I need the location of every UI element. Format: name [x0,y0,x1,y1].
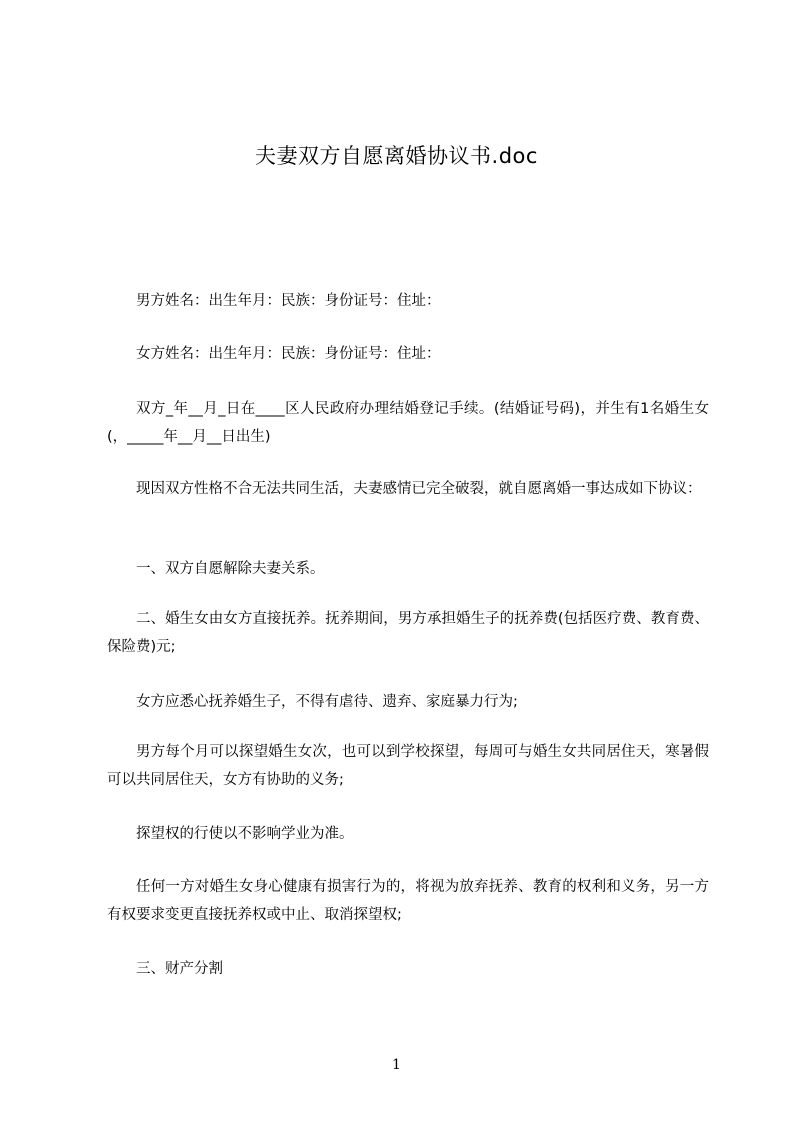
paragraph-male-info: 男方姓名：出生年月：民族：身份证号：住址： [136,293,441,309]
paragraph-visitation-limit: 探望权的行使以不影响学业为准。 [136,826,354,842]
document-title: 夫妻双方自愿离婚协议书.doc [255,144,538,168]
paragraph-property-division: 三、财产分割 [136,961,223,977]
paragraph-marriage-registration: 双方_年__月_日在____区人民政府办理结婚登记手续。(结婚证号码)，并生有1名婚生女(，_____年__月__日出生) [107,401,709,445]
paragraph-clause-one: 一、双方自愿解除夫妻关系。 [136,561,325,577]
paragraph-female-info: 女方姓名：出生年月：民族：身份证号：住址： [136,346,441,362]
paragraph-clause-two: 二、婚生女由女方直接抚养。抚养期间，男方承担婚生子的抚养费(包括医疗费、教育费、保险费)元; [107,611,709,655]
paragraph-visitation: 男方每个月可以探望婚生女次，也可以到学校探望，每周可与婚生女共同居住天，寒暑假可以共同居住天，女方有协助的义务; [107,744,709,788]
paragraph-care-duty: 女方应悉心抚养婚生子，不得有虐待、遗弃、家庭暴力行为; [136,694,518,710]
paragraph-harm-clause: 任何一方对婚生女身心健康有损害行为的，将视为放弃抚养、教育的权利和义务，另一方有权要求变更直接抚养权或中止、取消探望权; [107,879,709,923]
page-number: 1 [392,1057,401,1073]
paragraph-divorce-reason: 现因双方性格不合无法共同生活，夫妻感情已完全破裂，就自愿离婚一事达成如下协议： [136,481,702,497]
